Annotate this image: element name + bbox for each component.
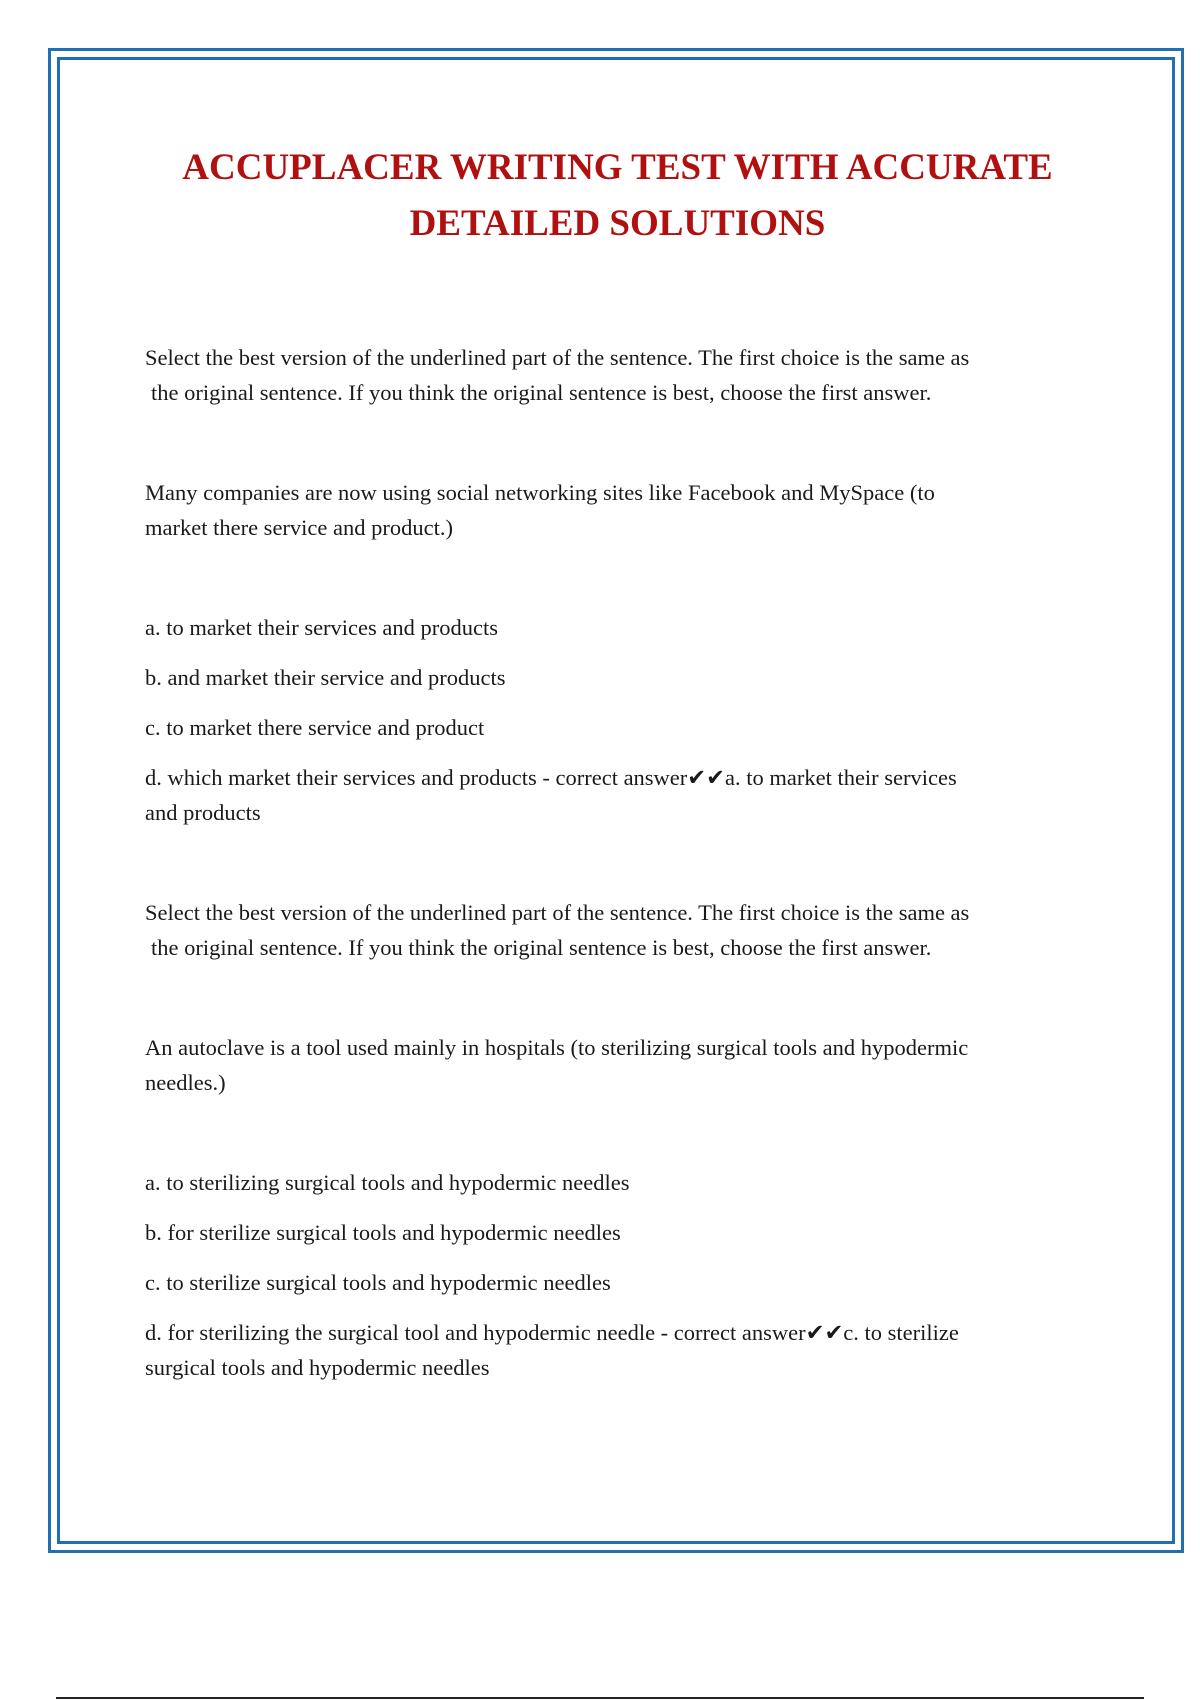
prompt-line-2: market there service and product.) [145,515,453,540]
option-d-with-answer [145,760,1090,830]
prompt-line-1: Many companies are now using social networking sites like Facebook and MySpace (to [145,480,935,505]
option-a: a. to sterilizing surgical tools and hypodermic needles [145,1170,630,1195]
question-2-instruction [145,895,1090,965]
document-title [145,140,1090,252]
option-a: a. to market their services and products [145,615,499,640]
question-1-instruction [145,340,1090,410]
question-1 [145,340,1090,830]
option-d-line-1: d. which market their services and products - correct answer✔✔a. to market their services [145,765,957,790]
option-d-line-1: d. for sterilizing the surgical tool and hypodermic needle - correct answer✔✔c. to sterilize [145,1320,959,1345]
option-b: b. for sterilize surgical tools and hypodermic needles [145,1220,621,1245]
instruction-line-2: the original sentence. If you think the original sentence is best, choose the first answer. [151,935,932,960]
option-c: c. to sterilize surgical tools and hypodermic needles [145,1270,611,1295]
prompt-line-2: needles.) [145,1070,226,1095]
option-d-line-2: surgical tools and hypodermic needles [145,1355,490,1380]
instruction-line-2: the original sentence. If you think the original sentence is best, choose the first answer. [151,380,932,405]
question-1-prompt [145,475,1090,545]
question-2-prompt [145,1030,1090,1100]
title-line-2: DETAILED SOLUTIONS [409,203,826,244]
question-2 [145,895,1090,1385]
instruction-line-1: Select the best version of the underlined part of the sentence. The first choice is the same as [145,345,970,370]
instruction-line-1: Select the best version of the underlined part of the sentence. The first choice is the same as [145,900,970,925]
option-c: c. to market there service and product [145,715,485,740]
option-d-with-answer [145,1315,1090,1385]
prompt-line-1: An autoclave is a tool used mainly in hospitals (to sterilizing surgical tools and hypodermic [145,1035,969,1060]
document-body [145,140,1090,1385]
footer-rule [56,1697,1144,1699]
option-b: b. and market their service and products [145,665,506,690]
title-line-1: ACCUPLACER WRITING TEST WITH ACCURATE [182,147,1053,188]
option-d-line-2: and products [145,800,261,825]
